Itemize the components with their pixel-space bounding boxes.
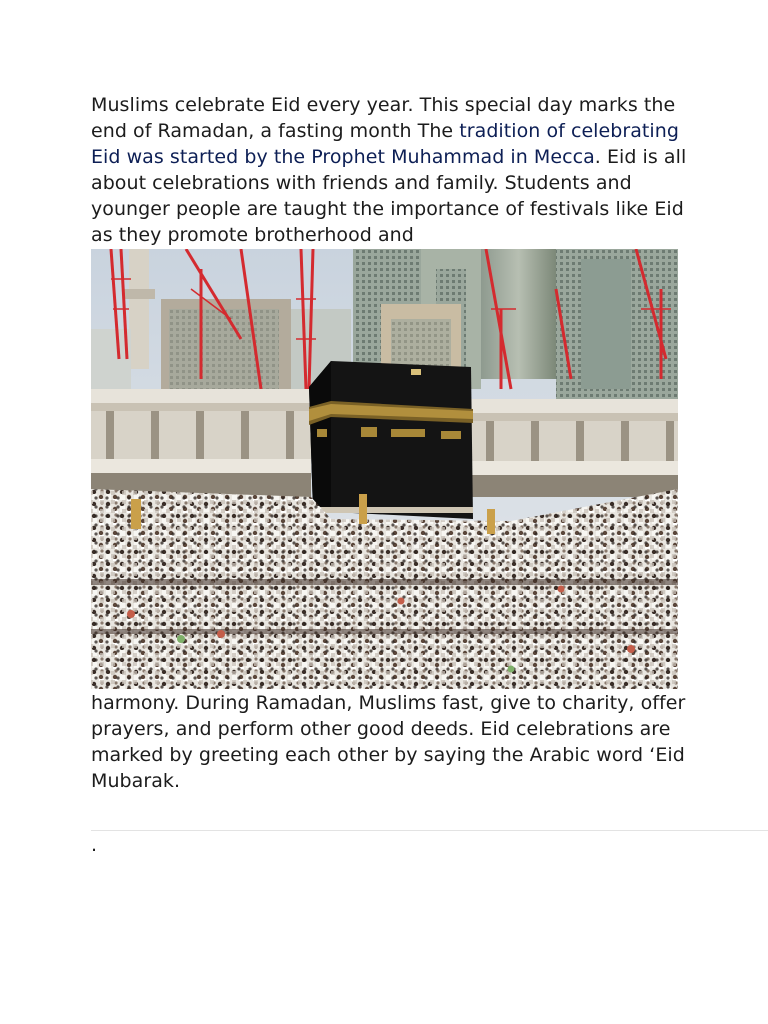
intro-text-continued: . Eid is all about celebrations with friends and family. Students and younger people are taught the importance of festivals like Eid as they promote brotherhood and <box>91 146 687 246</box>
intro-text: Muslims celebrate Eid every year. This special day marks the end of Ramadan, a fasting month The <box>91 94 676 142</box>
document-body <box>91 92 691 794</box>
section-divider <box>91 830 768 831</box>
paragraph-ramadan: harmony. During Ramadan, Muslims fast, give to charity, offer prayers, and perform other good deeds. Eid celebrations are marked by greeting each other by saying the Arabic word ‘Eid Mubarak. <box>91 692 686 792</box>
paragraph-intro <box>91 92 691 248</box>
kaaba-photo <box>91 249 678 689</box>
tradition-link[interactable]: tradition of celebrating Eid was started by the Prophet Muhammad in Mecca <box>91 120 679 168</box>
trailing-mark: . <box>91 834 98 856</box>
